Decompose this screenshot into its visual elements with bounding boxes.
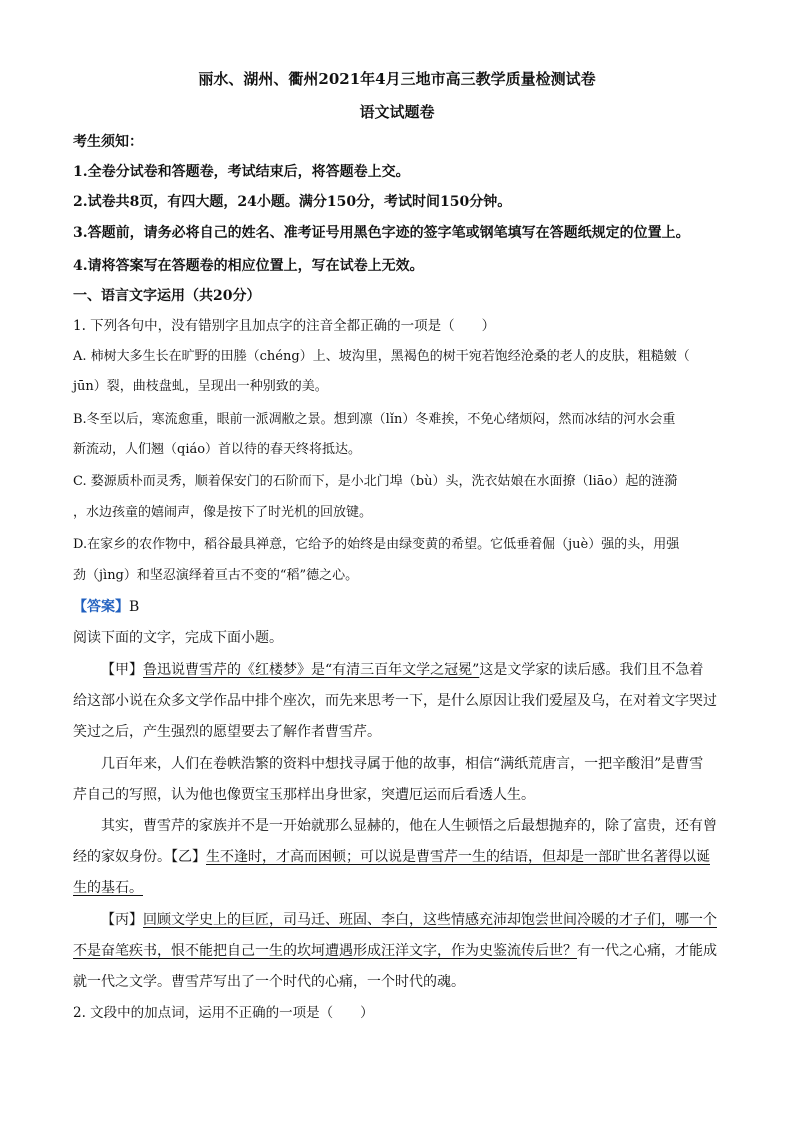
question-2-stem: 2. 文段中的加点词，运用不正确的一项是（ ） xyxy=(73,1005,374,1021)
option-d-line-1: D.在家乡的农作物中，稻谷最具禅意，它给予的始终是由绿变黄的希望。它低垂着倔（juè）强的头，用强 xyxy=(73,537,680,552)
passage-bing-line-3: 就一代之文学。曹雪芹写出了一个时代的心痛，一个时代的魂。 xyxy=(73,974,465,990)
passage-p3-line-2 xyxy=(73,847,710,867)
option-b-line-1: B.冬至以后，寒流愈重，眼前一派凋敝之景。想到凛（lǐn）冬难挨，不免心绪烦闷，然而冰结的河水会重 xyxy=(73,412,676,427)
passage-p3-start: 经的家奴身份。 xyxy=(73,849,171,865)
answer-value: B xyxy=(129,599,140,615)
notice-item-4: 4.请将答案写在答题卷的相应位置上，写在试卷上无效。 xyxy=(73,258,424,274)
passage-jia-line-2: 给这部小说在众多文学作品中排个座次，而先来思考一下，是什么原因让我们爱屋及乌，在对着文字哭过 xyxy=(73,693,717,709)
passage-p3-line-3 xyxy=(73,878,143,898)
reading-intro: 阅读下面的文字，完成下面小题。 xyxy=(73,630,283,646)
passage-tag-yi: 【乙】 xyxy=(171,849,206,865)
underlined-sentence-yi: 生不逢时，才高而困顿；可以说是曹雪芹一生的结语，但却是一部旷世名著得以诞 xyxy=(206,849,710,865)
answer-tag: 【答案】 xyxy=(73,599,129,615)
passage-bing-line-2 xyxy=(73,941,717,961)
underlined-sentence-bing-end: 不是奋笔疾书，恨不能把自己一生的坎坷遭遇形成汪洋文字，作为史鉴流传后世？ xyxy=(73,943,577,959)
passage-p3-line-1: 其实，曹雪芹的家族并不是一开始就那么显赫的，他在人生顿悟之后最想抛弃的，除了富贵，还有曾 xyxy=(101,818,717,834)
question-1-stem: 1. 下列各句中，没有错别字且加点字的注音全都正确的一项是（ ） xyxy=(73,318,496,334)
underlined-sentence-bing: 回顾文学史上的巨匠，司马迁、班固、李白，这些情感充沛却饱尝世间冷暖的才子们，哪一个 xyxy=(143,912,717,928)
option-a-line-2: jūn）裂，曲枝盘虬，呈现出一种别致的美。 xyxy=(73,379,328,394)
notice-item-3: 3.答题前，请务必将自己的姓名、准考证号用黑色字迹的签字笔或钢笔填写在答题纸规定的位置上。 xyxy=(73,225,690,241)
passage-jia-line-3: 笑过之后，产生强烈的愿望要去了解作者曹雪芹。 xyxy=(73,724,381,740)
passage-p2-line-1: 几百年来，人们在卷帙浩繁的资料中想找寻属于他的故事，相信“满纸荒唐言，一把辛酸泪”是曹雪 xyxy=(101,756,704,772)
option-b-line-2: 新流动，人们翘（qiáo）首以待的春天终将抵达。 xyxy=(73,442,362,457)
exam-title: 丽水、湖州、衢州2021年4月三地市高三教学质量检测试卷 xyxy=(198,70,596,88)
answer-line xyxy=(73,597,139,617)
passage-jia-rest: 这是文学家的读后感。我们且不急着 xyxy=(479,662,704,678)
underlined-sentence-yi-end: 生的基石。 xyxy=(73,880,143,896)
underlined-sentence-jia: 鲁迅说曹雪芹的《红楼梦》是“有清三百年文学之冠冕” xyxy=(143,662,480,678)
section-heading: 一、语言文字运用（共20分） xyxy=(73,288,261,304)
passage-tag-bing: 【丙】 xyxy=(101,912,143,928)
notice-item-2: 2.试卷共8页，有四大题，24小题。满分150分，考试时间150分钟。 xyxy=(73,194,512,210)
notice-item-1: 1.全卷分试卷和答题卷，考试结束后，将答题卷上交。 xyxy=(73,164,410,180)
passage-bing-rest: 有一代之心痛，才能成 xyxy=(577,943,717,959)
option-d-line-2: 劲（jìng）和坚忍演绎着亘古不变的“稻”德之心。 xyxy=(73,568,359,583)
passage-p2-line-2: 芹自己的写照，认为他也像贾宝玉那样出身世家，突遭厄运而后看透人生。 xyxy=(73,787,535,803)
passage-tag-jia: 【甲】 xyxy=(101,662,143,678)
option-a-line-1: A. 柿树大多生长在旷野的田塍（chéng）上、坡沟里，黑褐色的树干宛若饱经沧桑的老人的皮肤，粗糙皴（ xyxy=(73,349,690,364)
passage-bing-line-1 xyxy=(101,910,717,930)
passage-jia-line-1 xyxy=(101,660,703,680)
exam-subtitle: 语文试题卷 xyxy=(359,103,435,121)
option-c-line-1: C. 婺源质朴而灵秀，顺着保安门的石阶而下，是小北门埠（bù）头，洗衣姑娘在水面撩（liāo）起的涟漪 xyxy=(73,474,678,489)
notice-heading: 考生须知： xyxy=(73,134,143,150)
option-c-line-2: ，水边孩童的嬉闹声，像是按下了时光机的回放键。 xyxy=(73,505,373,520)
